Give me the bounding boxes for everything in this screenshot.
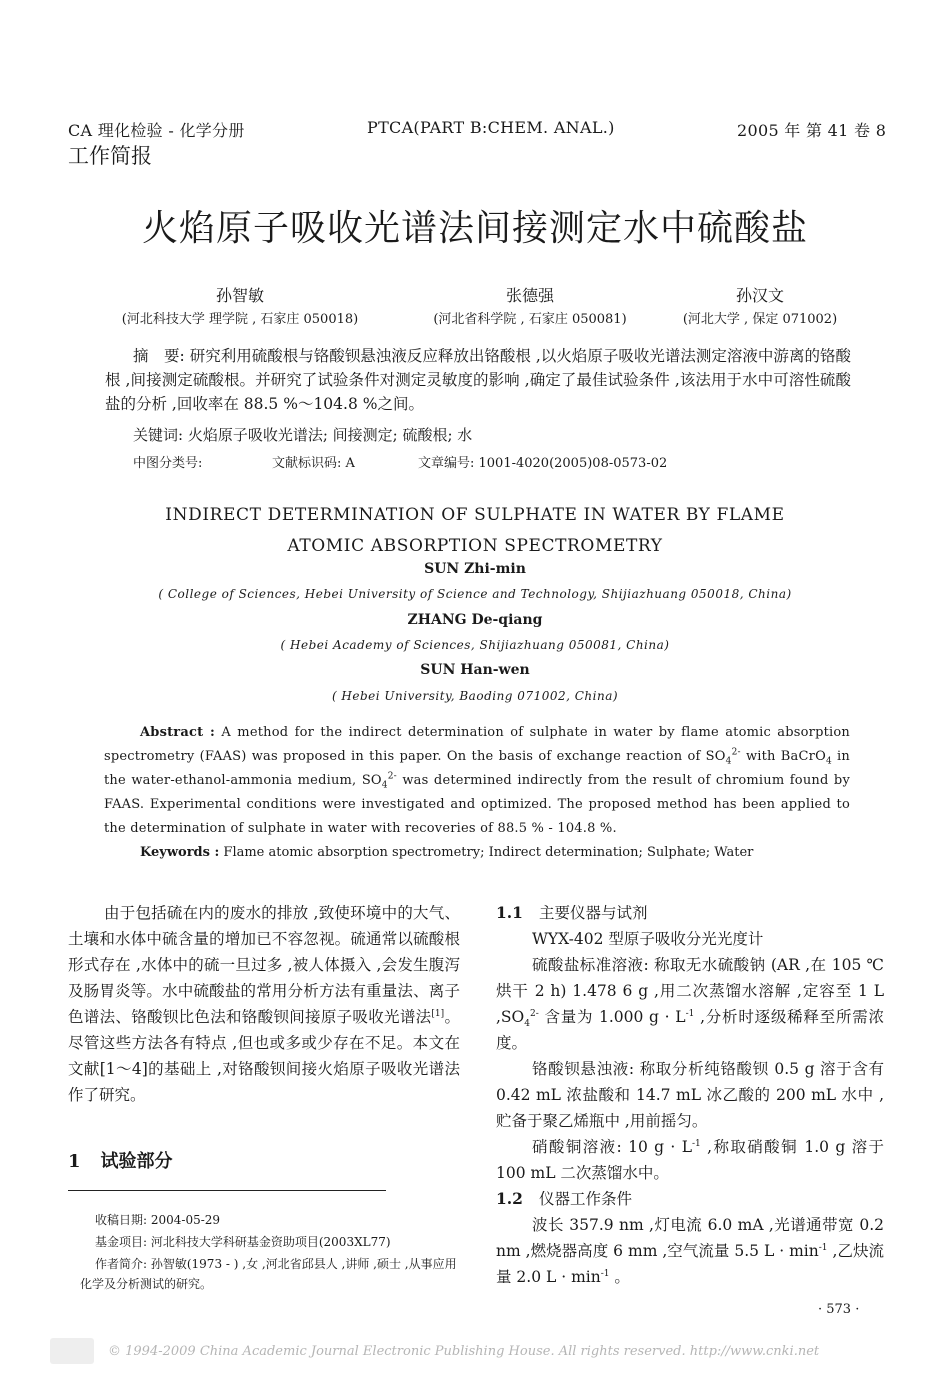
document-code: 文献标识码: A — [272, 456, 355, 471]
abstract-en-text-1: A method for the indirect determination of sulphate in water by flame atomic absorption spectrometry (FAAS) was proposed in this paper. On the basis of exchange reaction of SO — [104, 725, 850, 764]
author-1-affiliation: (河北科技大学 理学院 , 石家庄 050018) — [121, 312, 359, 327]
en-author-2-affiliation: ( Hebei Academy of Sciences, Shijiazhuang 050081, China) — [280, 638, 670, 652]
methods-column — [496, 900, 884, 1290]
english-title-line-2: ATOMIC ABSORPTION SPECTROMETRY — [287, 536, 663, 556]
section-1-heading — [68, 1147, 173, 1173]
conditions-paragraph — [496, 1212, 884, 1290]
subsection-1-1-heading — [496, 900, 884, 926]
author-2-affiliation: (河北省科学院 , 石家庄 050081) — [433, 312, 627, 327]
keywords-en-label: Keywords : — [140, 845, 220, 860]
footnote-received: 收稿日期: 2004-05-29 — [95, 1213, 221, 1227]
section-label: 工作简报 — [68, 144, 152, 168]
abstract-en-text-3: in the water-ethanol-ammonia medium, SO — [104, 749, 850, 788]
superscript: -1 — [600, 1268, 610, 1279]
keywords-cn: 关键词: 火焰原子吸收光谱法; 间接测定; 硫酸根; 水 — [133, 426, 473, 444]
conditions-text-1: 波长 357.9 nm ,灯电流 6.0 mA ,光谱通带宽 0.2 nm ,燃烧器高度 6 mm ,空气流量 5.5 L · min — [496, 1216, 884, 1260]
superscript: -1 — [818, 1242, 828, 1253]
abstract-cn-text: : 研究利用硫酸根与铬酸钡悬浊液反应释放出铬酸根 ,以火焰原子吸收光谱法测定溶液中游离的铬酸根 ,间接测定硫酸根。并研究了试验条件对测定灵敏度的影响 ,确定了最佳试验条件 ,该法用于水中可溶性硫酸盐的分析 ,回收率在 88.5 %～104.8 %之间。 — [105, 347, 851, 413]
abstract-en — [104, 721, 850, 841]
article-number: 文章编号: 1001-4020(2005)08-0573-02 — [418, 456, 668, 471]
superscript: 2- — [530, 1008, 539, 1019]
footnote-author: 作者简介: 孙智敏(1973 - ) ,女 ,河北省邱县人 ,讲师 ,硕士 ,从事应用化学及分析测试的研究。 — [80, 1257, 457, 1291]
subscript: 4 — [825, 756, 832, 767]
journal-issue: 2005 年 第 41 卷 8 — [737, 121, 887, 140]
superscript: 2- — [387, 771, 397, 782]
cnki-logo-icon — [50, 1338, 94, 1364]
subsection-1-1-number: 1.1 — [496, 903, 523, 922]
abstract-en-label: Abstract : — [140, 725, 216, 740]
footnote-fund: 基金项目: 河北科技大学科研基金资助项目(2003XL77) — [95, 1235, 391, 1249]
intro-column — [68, 900, 460, 1108]
subscript: 4 — [524, 1019, 530, 1030]
subscript: 4 — [381, 780, 388, 791]
en-author-3: SUN Han-wen — [420, 662, 530, 678]
author-3-affiliation: (河北大学 , 保定 071002) — [682, 312, 838, 327]
superscript: -1 — [692, 1138, 701, 1149]
instrument-line: WYX-402 型原子吸收分光光度计 — [532, 930, 764, 948]
author-1: 孙智敏 — [215, 286, 264, 305]
bacro4-paragraph: 铬酸钡悬浊液: 称取分析纯铬酸钡 0.5 g 溶于含有 0.42 mL 浓盐酸和 14.7 mL 冰乙酸的 200 mL 水中 ,贮备于聚乙烯瓶中 ,用前摇匀。 — [496, 1060, 884, 1130]
superscript: -1 — [685, 1008, 695, 1019]
sulfate-standard-text-3: ,分析时逐级稀释至所需浓度。 — [496, 1008, 884, 1052]
paper-title: 火焰原子吸收光谱法间接测定水中硫酸盐 — [141, 208, 808, 249]
section-1-title: 试验部分 — [100, 1151, 173, 1172]
abstract-en-text-4: was determined indirectly from the result of chromium found by FAAS. Experimental conditions were investigated and optimized. The proposed method has been applied to the determination of sulphate in water with recoveries of 88.5 % - 104.8 %. — [104, 773, 850, 836]
copper-nitrate-paragraph — [496, 1134, 884, 1186]
abstract-cn-label: 摘 要 — [133, 347, 180, 365]
keywords-en — [140, 845, 753, 860]
en-author-3-affiliation: ( Hebei University, Baoding 071002, China) — [331, 689, 619, 703]
copper-nitrate-text-1: 硝酸铜溶液: 10 g · L — [532, 1138, 692, 1156]
page-number: · 573 · — [818, 1302, 860, 1317]
conditions-text-3: 。 — [609, 1268, 630, 1286]
subsection-1-2-number: 1.2 — [496, 1189, 523, 1208]
superscript: 2- — [731, 747, 741, 758]
footnote-divider — [68, 1190, 386, 1191]
intro-paragraph — [68, 900, 460, 1108]
clc-number: 中图分类号: — [133, 456, 203, 471]
footer — [50, 1338, 910, 1366]
abstract-en-text-2: with BaCrO — [740, 749, 826, 764]
en-author-1: SUN Zhi-min — [424, 561, 526, 577]
subsection-1-1-title: 主要仪器与试剂 — [538, 904, 648, 922]
section-1-number: 1 — [68, 1151, 81, 1172]
copper-nitrate-text-2: ,称取硝酸铜 1.0 g 溶于 100 mL 二次蒸馏水中。 — [496, 1138, 885, 1182]
journal-name-en: PTCA(PART B:CHEM. ANAL.) — [367, 118, 615, 137]
sulfate-standard-text-2: 含量为 1.000 g · L — [538, 1008, 686, 1026]
en-author-1-affiliation: ( College of Sciences, Hebei University of Science and Technology, Shijiazhuang 050018, China) — [158, 587, 792, 601]
english-title — [60, 500, 890, 562]
intro-text-2: 。尽管这些方法各有特点 ,但也或多或少存在不足。本文在文献[1～4]的基础上 ,对铬酸钡间接火焰原子吸收光谱法作了研究。 — [68, 1008, 460, 1104]
copyright-notice: © 1994-2009 China Academic Journal Electronic Publishing House. All rights reserved. http://www.cnki.net — [108, 1344, 820, 1359]
subsection-1-2-heading — [496, 1186, 884, 1212]
intro-text-1: 由于包括硫在内的废水的排放 ,致使环境中的大气、土壤和水体中硫含量的增加已不容忽视。硫通常以硫酸根形式存在 ,水体中的硫一旦过多 ,被人体摄入 ,会发生腹泻及肠胃炎等。水中硫酸盐的常用分析方法有重量法、离子色谱法、铬酸钡比色法和铬酸钡间接原子吸收光谱法 — [68, 904, 460, 1026]
author-3: 孙汉文 — [735, 286, 784, 305]
abstract-cn — [105, 344, 851, 416]
sulfate-standard-paragraph — [496, 952, 884, 1056]
journal-name: CA 理化检验 - 化学分册 — [68, 121, 245, 140]
en-author-2: ZHANG De-qiang — [407, 612, 543, 628]
subsection-1-2-title: 仪器工作条件 — [538, 1190, 632, 1208]
english-title-line-1: INDIRECT DETERMINATION OF SULPHATE IN WATER BY FLAME — [165, 505, 785, 525]
citation-ref[interactable]: [1] — [431, 1008, 445, 1019]
conditions-text-2: ,乙炔流量 2.0 L · min — [496, 1242, 884, 1286]
sulfate-standard-text-1: 硫酸盐标准溶液: 称取无水硫酸钠 (AR ,在 105 ℃烘干 2 h) 1.478 6 g ,用二次蒸馏水溶解 ,定容至 1 L ,SO — [496, 956, 884, 1026]
subscript: 4 — [725, 756, 732, 767]
keywords-en-text: Flame atomic absorption spectrometry; Indirect determination; Sulphate; Water — [219, 845, 754, 860]
author-2: 张德强 — [505, 286, 554, 305]
